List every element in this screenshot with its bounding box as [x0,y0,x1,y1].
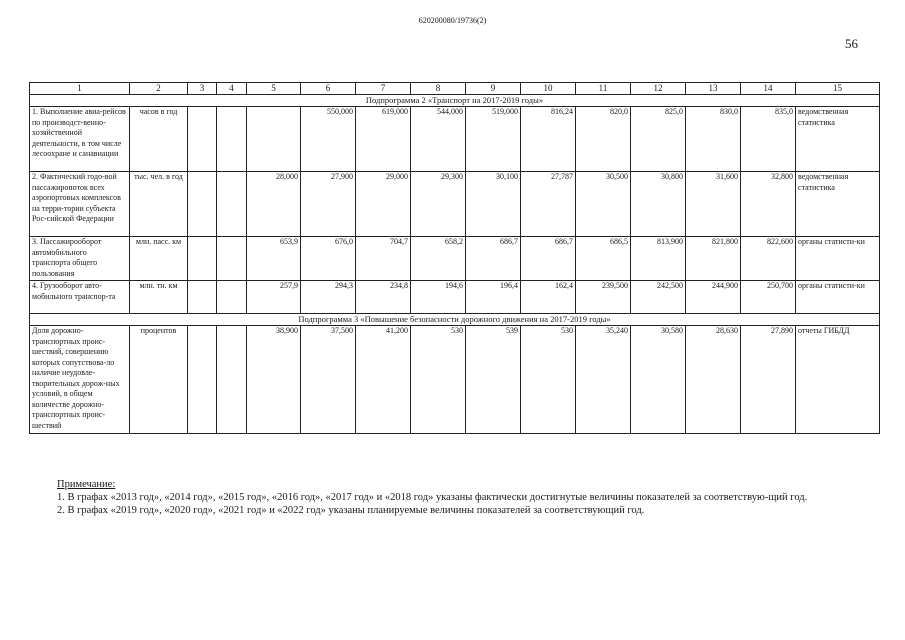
value-cell: 27,900 [301,172,356,237]
value-cell: 653,9 [247,237,301,281]
value-cell [188,326,217,434]
header-cell: 7 [356,83,411,95]
value-cell [188,172,217,237]
value-cell: 550,000 [301,107,356,172]
header-cell: 15 [796,83,880,95]
header-cell: 3 [188,83,217,95]
value-cell: 257,9 [247,281,301,314]
value-cell: 27,787 [521,172,576,237]
value-cell [217,237,247,281]
value-cell: 686,7 [521,237,576,281]
value-cell: 686,5 [576,237,631,281]
value-cell: 294,3 [301,281,356,314]
page-number: 56 [845,36,858,51]
value-cell: 519,000 [466,107,521,172]
header-cell: 1 [30,83,130,95]
value-cell: 162,4 [521,281,576,314]
value-cell: 30,580 [631,326,686,434]
table-row [30,237,880,281]
table-row [30,281,880,314]
value-cell: 30,800 [631,172,686,237]
value-cell: 539 [466,326,521,434]
value-cell: 530 [521,326,576,434]
source-cell: ведомственная статистика [796,172,880,237]
section-row [30,95,880,107]
header-cell: 11 [576,83,631,95]
unit-cell: млн. тн. км [130,281,188,314]
value-cell: 658,2 [411,237,466,281]
value-cell: 29,300 [411,172,466,237]
header-cell: 6 [301,83,356,95]
header-cell: 9 [466,83,521,95]
value-cell [217,281,247,314]
value-cell: 816,24 [521,107,576,172]
value-cell: 830,0 [686,107,741,172]
value-cell: 820,0 [576,107,631,172]
indicator-name: 4. Грузооборот авто-мобильного транспор-та [30,281,130,314]
source-cell: органы статисти-ки [796,281,880,314]
unit-cell: часов в год [130,107,188,172]
value-cell: 30,100 [466,172,521,237]
value-cell [188,281,217,314]
value-cell: 30,500 [576,172,631,237]
header-cell: 14 [741,83,796,95]
header-cell: 2 [130,83,188,95]
note-item: 2. В графах «2019 год», «2020 год», «2021 год» и «2022 год» указаны планируемые величины показателей за соответствующий год. [57,505,645,516]
header-cell: 13 [686,83,741,95]
table-row [30,172,880,237]
note-item: 1. В графах «2013 год», «2014 год», «2015 год», «2016 год», «2017 год» и «2018 год» указаны фактически достигнутые величины показателей за соответствую-щий год. [57,492,808,503]
value-cell [217,326,247,434]
value-cell [188,237,217,281]
indicator-name: 3. Пассажирооборот автомобильного транспорта общего пользования [30,237,130,281]
unit-cell: процентов [130,326,188,434]
value-cell: 37,500 [301,326,356,434]
value-cell: 686,7 [466,237,521,281]
value-cell: 32,800 [741,172,796,237]
header-cell: 12 [631,83,686,95]
header-cell: 4 [217,83,247,95]
table-row [30,326,880,434]
value-cell [217,107,247,172]
document-id: 620200080/19736(2) [418,16,487,25]
indicator-name: 2. Фактический годо-вой пассажиропоток всех аэропортовых комплексов на терри-тории субъекта Рос-сийской Федерации [30,172,130,237]
unit-cell: млн. пасс. км [130,237,188,281]
value-cell: 194,6 [411,281,466,314]
value-cell: 619,000 [356,107,411,172]
source-cell: ведомственная статистика [796,107,880,172]
header-cell: 10 [521,83,576,95]
section-title: Подпрограмма 3 «Повышение безопасности дорожного движения на 2017-2019 годы» [30,314,880,326]
value-cell: 28,000 [247,172,301,237]
section-row [30,314,880,326]
source-cell: отчеты ГИБДД [796,326,880,434]
value-cell: 250,700 [741,281,796,314]
value-cell: 822,600 [741,237,796,281]
indicator-name: 1. Выполнение авиа-рейсов по производст-венно-хозяйственной деятельности, в том числе лесоохране и санавиации [30,107,130,172]
value-cell: 676,0 [301,237,356,281]
value-cell [247,107,301,172]
notes-title: Примечание: [57,479,116,490]
value-cell: 41,200 [356,326,411,434]
value-cell: 544,000 [411,107,466,172]
table-row [30,107,880,172]
source-cell: органы статисти-ки [796,237,880,281]
value-cell [188,107,217,172]
value-cell: 813,900 [631,237,686,281]
indicators-table [29,82,880,434]
value-cell: 31,600 [686,172,741,237]
header-row [30,83,880,95]
value-cell: 835,0 [741,107,796,172]
value-cell: 234,8 [356,281,411,314]
value-cell: 38,900 [247,326,301,434]
value-cell: 239,500 [576,281,631,314]
notes-block [57,478,877,517]
section-title: Подпрограмма 2 «Транспорт на 2017-2019 годы» [30,95,880,107]
value-cell: 29,000 [356,172,411,237]
unit-cell: тыс. чел. в год [130,172,188,237]
value-cell: 704,7 [356,237,411,281]
value-cell: 821,800 [686,237,741,281]
value-cell: 530 [411,326,466,434]
value-cell: 242,500 [631,281,686,314]
value-cell: 244,900 [686,281,741,314]
value-cell: 825,0 [631,107,686,172]
value-cell [217,172,247,237]
header-cell: 8 [411,83,466,95]
header-cell: 5 [247,83,301,95]
value-cell: 35,240 [576,326,631,434]
value-cell: 28,630 [686,326,741,434]
indicator-name: Доля дорожно-транспортных проис-шествий, совершению которых сопутствова-ло наличие неудовле-творительных дорож-ных условий, в общем количестве дорожно-транспортных проис-шествий [30,326,130,434]
value-cell: 196,4 [466,281,521,314]
value-cell: 27,890 [741,326,796,434]
